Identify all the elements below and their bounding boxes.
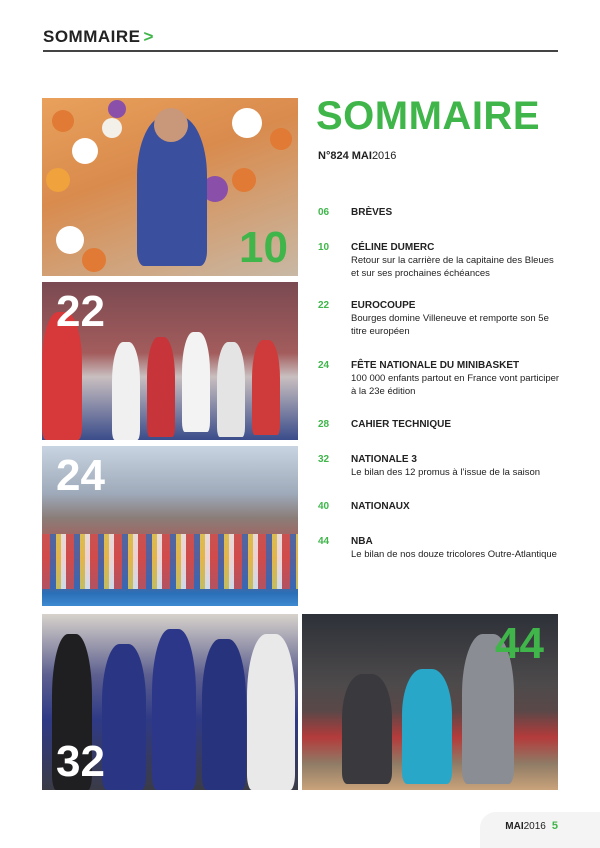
toc-item-description: Le bilan de nos douze tricolores Outre-Atlantique (351, 549, 557, 560)
toc-item-title: CÉLINE DUMERC (351, 242, 435, 253)
toc-page-number: 24 (318, 360, 330, 371)
folio: 5 (551, 820, 558, 832)
page-title: SOMMAIRE (316, 94, 540, 138)
page-number-badge: 32 (56, 737, 105, 786)
toc-page-number: 32 (318, 454, 330, 465)
toc-item-title: NATIONALE 3 (351, 454, 417, 465)
section-title: SOMMAIRE > (43, 27, 154, 46)
toc-item-description: 100 000 enfants partout en France vont participer à la 23e édition (351, 373, 560, 397)
photo-minibasket[interactable] (42, 446, 298, 606)
page-number-badge: 24 (56, 451, 105, 500)
toc-item-title: NBA (351, 536, 373, 547)
toc-item-title: NATIONAUX (351, 501, 410, 512)
player-figure (112, 342, 140, 440)
player-figure (102, 644, 146, 790)
balloon (52, 110, 74, 132)
balloon (72, 138, 98, 164)
page-footer: MAI2016 5 (505, 820, 558, 832)
balloon (56, 226, 84, 254)
page-number-badge: 22 (56, 287, 105, 336)
photo-celine-dumerc[interactable] (42, 98, 298, 276)
toc-page-number: 40 (318, 501, 330, 512)
player-figure (342, 674, 392, 784)
player-head (154, 108, 188, 142)
toc-item-title: CAHIER TECHNIQUE (351, 419, 452, 430)
toc-page-number: 10 (318, 242, 330, 253)
toc-item-title: BRÈVES (351, 207, 393, 218)
photo-eurocoupe[interactable] (42, 282, 298, 440)
header-divider (43, 50, 558, 52)
player-figure (402, 669, 452, 784)
toc-page-number: 06 (318, 207, 330, 218)
toc-page-number: 22 (318, 300, 330, 311)
toc-item-description: Retour sur la carrière de la capitaine des Bleues et sur ses prochaines échéances (351, 255, 554, 279)
balloon (270, 128, 292, 150)
balloon (232, 108, 262, 138)
toc-item-title: FÊTE NATIONALE DU MINIBASKET (351, 360, 520, 371)
player-figure (182, 332, 210, 432)
page-number-badge: 44 (495, 619, 544, 668)
balloon (46, 168, 70, 192)
toc-item-description: Bourges domine Villeneuve et remporte son 5e titre européen (351, 313, 549, 337)
player-figure (217, 342, 245, 437)
player-figure (152, 629, 196, 790)
toc-page-number: 44 (318, 536, 330, 547)
player-figure (252, 340, 280, 435)
player-figure (247, 634, 295, 790)
crowd (42, 534, 298, 589)
balloon (232, 168, 256, 192)
player-figure (202, 639, 246, 790)
photo-nationale-3[interactable] (42, 614, 298, 790)
page-number-badge: 10 (239, 223, 288, 272)
toc-item-title: EUROCOUPE (351, 300, 416, 311)
photo-nba[interactable] (302, 614, 558, 790)
balloon (102, 118, 122, 138)
chevron-right-icon: > (143, 27, 154, 46)
issue-info: N°824 MAI2016 (318, 150, 397, 162)
balloon (108, 100, 126, 118)
player-figure (147, 337, 175, 437)
balloon (82, 248, 106, 272)
toc-page-number: 28 (318, 419, 330, 430)
toc-item-description: Le bilan des 12 promus à l’issue de la saison (351, 467, 541, 478)
